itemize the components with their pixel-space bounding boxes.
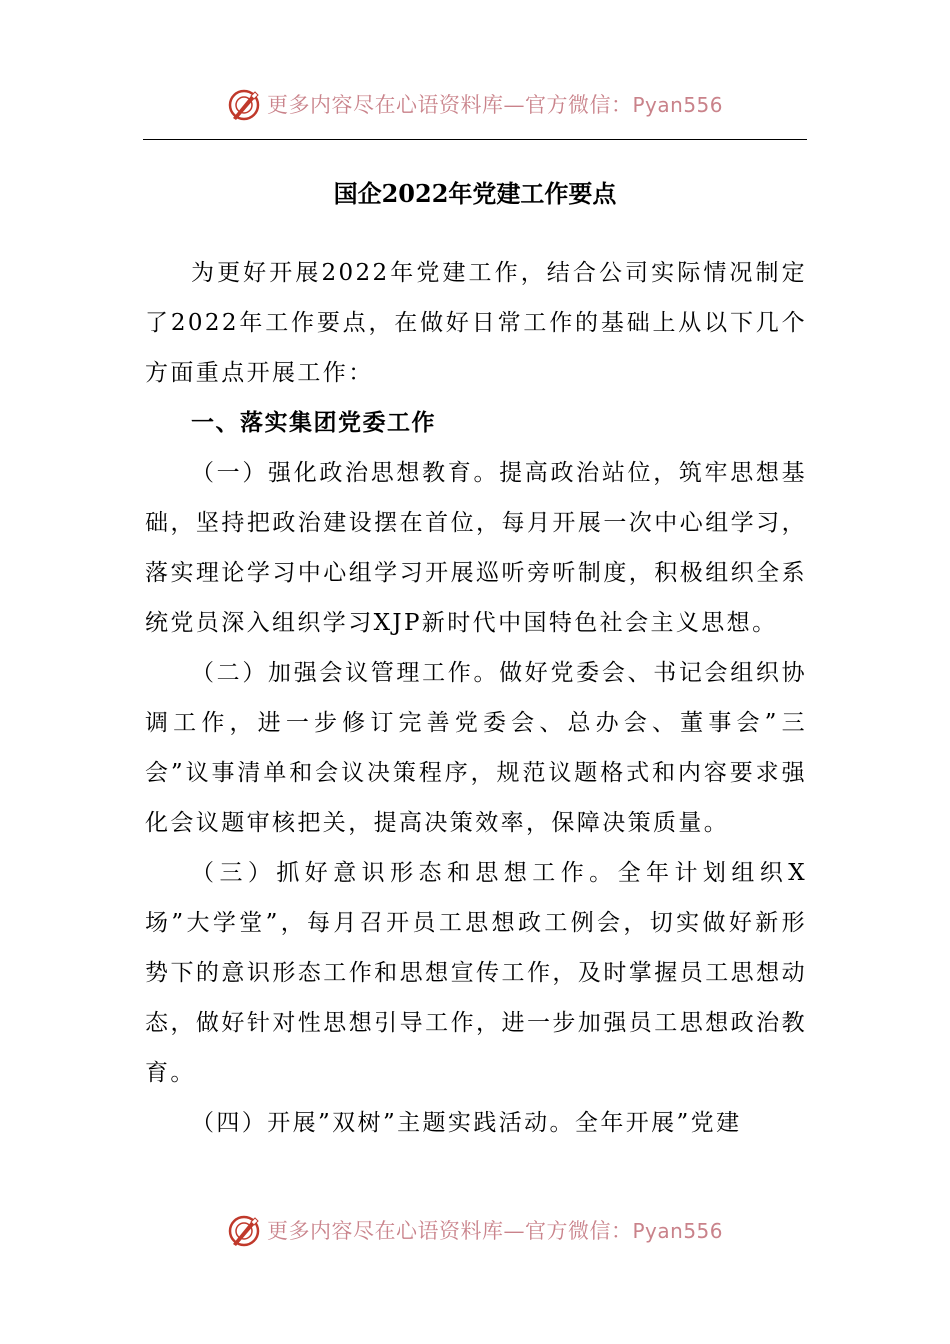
footer-banner	[0, 1208, 950, 1252]
header-brand-text: 更多内容尽在心语资料库—官方微信：Pyan556	[266, 93, 723, 117]
footer-wechat-id: Pyan556	[632, 1219, 723, 1243]
intro-paragraph: 为更好开展2022年党建工作，结合公司实际情况制定了2022年工作要点，在做好日常工作的基础上从以下几个方面重点开展工作：	[145, 260, 807, 386]
item-paragraph-2: （二）加强会议管理工作。做好党委会、书记会组织协调工作，进一步修订完善党委会、总办会、董事会”三会”议事清单和会议决策程序，规范议题格式和内容要求强化会议题审核把关，提高决策效率，保障决策质量。	[145, 660, 807, 836]
header-divider	[143, 139, 807, 140]
header-banner	[0, 82, 950, 126]
item-paragraph-4: （四）开展”双树”主题实践活动。全年开展”党建	[191, 1110, 742, 1136]
pen-circle-logo-icon	[227, 1212, 263, 1248]
pen-circle-logo-icon	[227, 86, 263, 122]
item-paragraph-1: （一）强化政治思想教育。提高政治站位，筑牢思想基础，坚持把政治建设摆在首位，每月开展一次中心组学习，落实理论学习中心组学习开展巡听旁听制度，积极组织全系统党员深入组织学习XJP新时代中国特色社会主义思想。	[145, 460, 807, 636]
item-paragraph-3: （三）抓好意识形态和思想工作。全年计划组织X场”大学堂”，每月召开员工思想政工例会，切实做好新形势下的意识形态工作和思想宣传工作，及时掌握员工思想动态，做好针对性思想引导工作，进一步加强员工思想政治教育。	[145, 860, 807, 1086]
document-body	[145, 248, 807, 1148]
section-heading-1: 一、落实集团党委工作	[191, 410, 436, 436]
document-title: 国企2022年党建工作要点	[333, 179, 617, 208]
header-wechat-id: Pyan556	[632, 93, 723, 117]
footer-brand-text: 更多内容尽在心语资料库—官方微信：Pyan556	[266, 1219, 723, 1243]
